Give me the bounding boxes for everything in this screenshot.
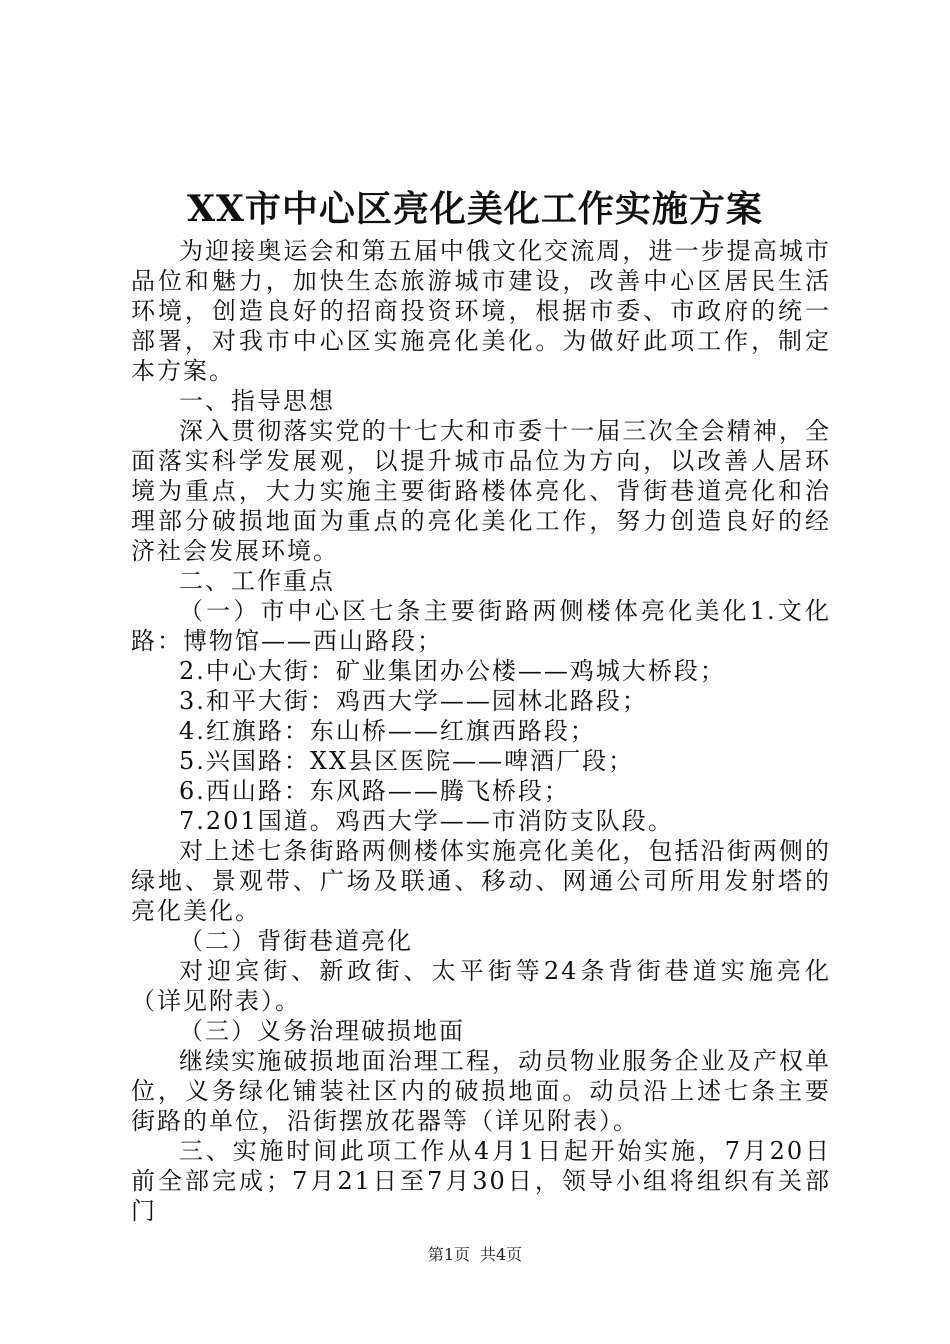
list-item: 3.和平大街：鸡西大学——园林北路段； — [179, 687, 648, 715]
list-item: 6.西山路：东风路——腾飞桥段； — [179, 777, 570, 805]
subsection-paragraph: （一）市中心区七条主要街路两侧楼体亮化美化1.文化路：博物馆——西山路段； — [131, 597, 831, 655]
page-total: 共4页 — [480, 1245, 523, 1264]
section-heading: 一、指导思想 — [179, 387, 335, 415]
body-paragraph: 深入贯彻落实党的十七大和市委十一届三次全会精神，全面落实科学发展观，以提升城市品位为方向，以改善人居环境为重点，大力实施主要街路楼体亮化、背街巷道亮化和治理部分破损地面为重点的亮化美化工作，努力创造良好的经济社会发展环境。 — [131, 417, 831, 565]
page-footer — [0, 1245, 950, 1265]
subsection-heading: （三）义务治理破损地面 — [179, 1017, 465, 1045]
subsection-heading: （二）背街巷道亮化 — [179, 927, 413, 955]
list-item: 2.中心大街：矿业集团办公楼——鸡城大桥段； — [179, 657, 726, 685]
page-number: 第1页 — [427, 1245, 470, 1264]
document-title: XX市中心区亮化美化工作实施方案 — [187, 188, 763, 230]
intro-paragraph: 为迎接奥运会和第五届中俄文化交流周，进一步提高城市品位和魅力，加快生态旅游城市建设，改善中心区居民生活环境，创造良好的招商投资环境，根据市委、市政府的统一部署，对我市中心区实施亮化美化。为做好此项工作，制定本方案。 — [131, 237, 831, 385]
body-paragraph: 对上述七条街路两侧楼体实施亮化美化，包括沿街两侧的绿地、景观带、广场及联通、移动、网通公司所用发射塔的亮化美化。 — [131, 837, 831, 925]
body-paragraph: 三、实施时间此项工作从4月1日起开始实施，7月20日前全部完成；7月21日至7月30日，领导小组将组织有关部门 — [131, 1137, 831, 1225]
list-item: 5.兴国路：XX县区医院——啤酒厂段； — [179, 747, 635, 775]
body-paragraph: 继续实施破损地面治理工程，动员物业服务企业及产权单位，义务绿化铺装社区内的破损地面。动员沿上述七条主要街路的单位，沿街摆放花器等（详见附表）。 — [131, 1047, 831, 1135]
section-heading: 二、工作重点 — [179, 567, 335, 595]
list-item: 7.201国道。鸡西大学——市消防支队段。 — [179, 807, 674, 835]
list-item: 4.红旗路：东山桥——红旗西路段； — [179, 717, 596, 745]
body-paragraph: 对迎宾街、新政街、太平街等24条背街巷道实施亮化（详见附表）。 — [131, 957, 831, 1015]
document-body — [131, 236, 831, 1226]
